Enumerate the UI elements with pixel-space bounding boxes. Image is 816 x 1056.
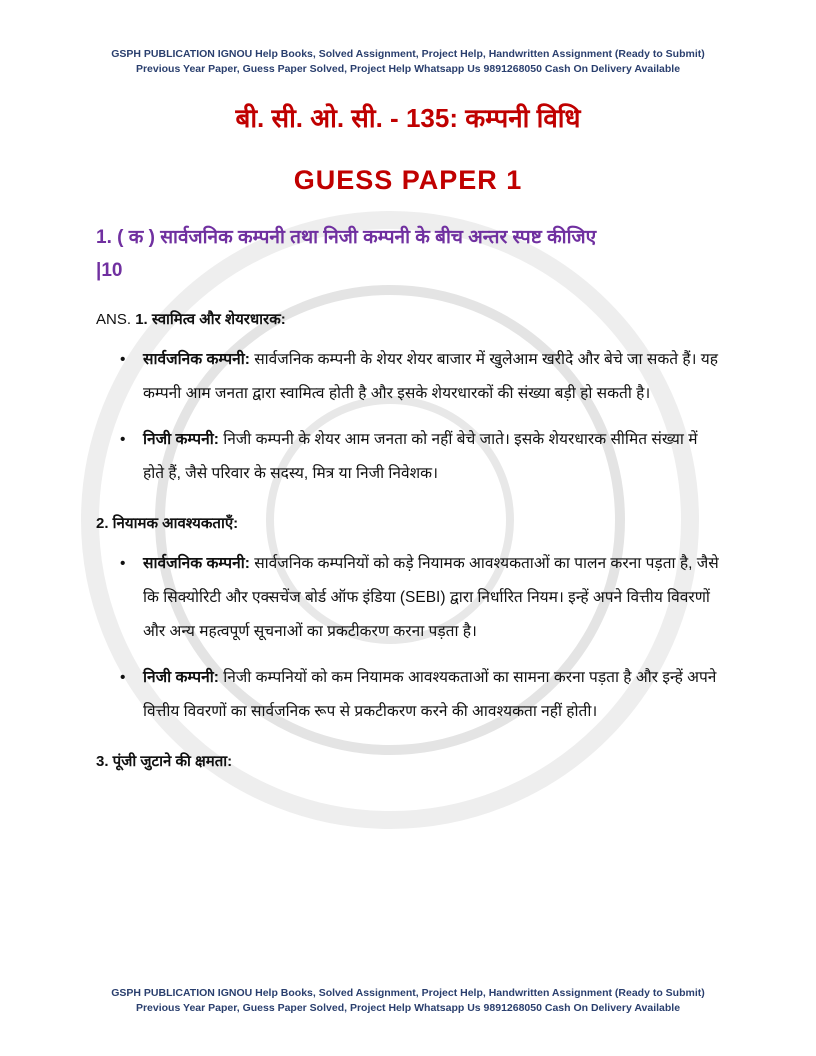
question — [96, 221, 720, 287]
question-text: 1. ( क ) सार्वजनिक कम्पनी तथा निजी कम्पनी के बीच अन्तर स्पष्ट कीजिए — [96, 227, 597, 248]
footer-line-2: Previous Year Paper, Guess Paper Solved, Project Help Whatsapp Us 9891268050 Cash On Delivery Available — [135, 1002, 681, 1014]
bullet-icon: • — [120, 351, 126, 368]
bullet-text: सार्वजनिक कम्पनी के शेयर शेयर बाजार में खुलेआम खरीदे और बेचे जा सकते हैं। यह कम्पनी आम जनता द्वारा स्वामित्व होती है और इसके शेयरधारकों की संख्या बड़ी हो सकती है। — [143, 351, 719, 402]
section-2-heading — [96, 513, 720, 535]
bullet-term: निजी कम्पनी: — [143, 669, 219, 686]
question-marks: |10 — [96, 260, 123, 281]
bullet-term: सार्वजनिक कम्पनी: — [143, 351, 250, 368]
section-heading-text: 2. नियामक आवश्यकताएँ: — [96, 515, 239, 532]
bullet-term: निजी कम्पनी: — [143, 431, 219, 448]
header-line-1: GSPH PUBLICATION IGNOU Help Books, Solved Assignment, Project Help, Handwritten Assignment (Ready to Submit) — [111, 48, 705, 60]
guess-paper-heading: GUESS PAPER 1 — [293, 165, 523, 195]
document-title: बी. सी. ओ. सी. - 135: कम्पनी विधि — [235, 103, 581, 133]
section-1-heading — [96, 309, 720, 331]
list-item — [120, 343, 720, 411]
bullet-text: निजी कम्पनियों को कम नियामक आवश्यकताओं का सामना करना पड़ता है और इन्हें अपने वित्तीय विवरणों का सार्वजनिक रूप से प्रकटीकरण करने की आवश्यकता नहीं होती। — [143, 669, 717, 720]
spacer — [0, 773, 816, 986]
list-item — [120, 423, 720, 491]
bullet-icon: • — [120, 669, 126, 686]
section-heading-text: 3. पूंजी जुटाने की क्षमता: — [96, 753, 233, 770]
bullet-icon: • — [120, 431, 126, 448]
bullet-text: निजी कम्पनी के शेयर आम जनता को नहीं बेचे जाते। इसके शेयरधारक सीमित संख्या में होते हैं, जैसे परिवार के सदस्य, मित्र या निजी निवेशक। — [143, 431, 698, 482]
list-item — [120, 661, 720, 729]
page-header — [0, 47, 816, 77]
list-item — [120, 547, 720, 649]
answer-prefix: ANS. — [96, 311, 132, 328]
footer-line-1: GSPH PUBLICATION IGNOU Help Books, Solved Assignment, Project Help, Handwritten Assignment (Ready to Submit) — [111, 987, 705, 999]
section-heading-text: 1. स्वामित्व और शेयरधारक: — [135, 311, 286, 328]
bullet-term: सार्वजनिक कम्पनी: — [143, 555, 250, 572]
page-footer — [0, 986, 816, 1016]
header-line-2: Previous Year Paper, Guess Paper Solved, Project Help Whatsapp Us 9891268050 Cash On Delivery Available — [135, 63, 681, 75]
section-3-heading — [96, 751, 720, 773]
bullet-text: सार्वजनिक कम्पनियों को कड़े नियामक आवश्यकताओं का पालन करना पड़ता है, जैसे कि सिक्योरिटी और एक्सचेंज बोर्ड ऑफ इंडिया (SEBI) द्वारा निर्धारित नियम। इन्हें अपने वित्तीय विवरणों और अन्य महत्वपूर्ण सूचनाओं का प्रकटीकरण करना पड़ता है। — [143, 555, 719, 640]
bullet-icon: • — [120, 555, 126, 572]
